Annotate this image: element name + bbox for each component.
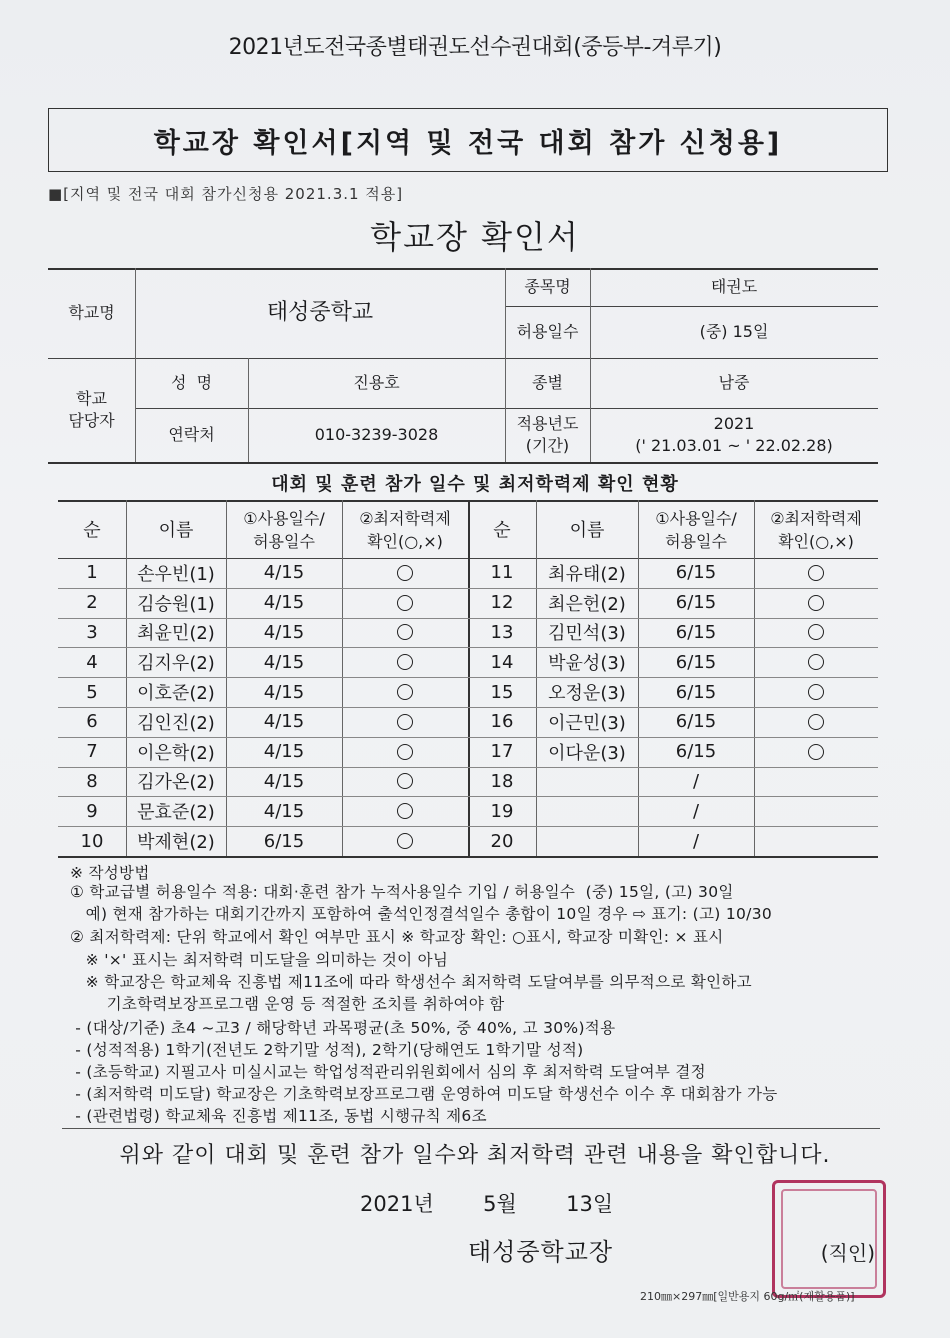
min-academic-check [754,767,878,797]
used-days: 6/15 [675,681,717,703]
date-day: 13일 [566,1192,614,1216]
official-seal [772,1180,886,1298]
student-name [536,826,638,856]
section-title: 대회 및 훈련 참가 일수 및 최저학력제 확인 현황 [271,474,679,495]
student-name: 오정운(3) [548,683,626,705]
row-number: 4 [86,651,98,673]
min-academic-check [342,707,468,737]
check-circle-icon [397,565,413,581]
table-row [58,588,878,618]
min-academic-check [754,707,878,737]
check-circle-icon [808,654,824,670]
check-circle-icon [808,744,824,760]
school-value: 태성중학교 [266,300,374,326]
row-number: 11 [490,562,514,584]
instruction-line: ※ 학교장은 학교체육 진흥법 제11조에 따라 학생선수 최저학력 도달여부를 의무적으로 확인하고 [70,973,752,991]
table-row [58,618,878,648]
instruction-line: - (초등학교) 지필고사 미실시교는 학업성적관리위원회에서 심의 후 최저학력 도달여부 결정 [70,1063,706,1081]
apply-year-value: 2021 [713,414,755,434]
student-name: 손우빈(1) [137,563,215,585]
min-academic-check [342,618,468,648]
name-label: 성 명 [170,373,213,393]
instruction-line: ① 학교급별 허용일수 적용: 대회·훈련 참가 누적사용일수 기입 / 허용일수 (중) 15일, (고) 30일 [70,883,734,901]
header-name-right: 이름 [569,520,605,541]
table-row [58,767,878,797]
instruction-line: ※ 작성방법 [70,864,150,882]
student-name: 최유태(2) [548,563,626,585]
used-days: 6/15 [675,621,717,643]
row-number: 20 [490,830,514,852]
apply-year-cell [590,408,878,462]
used-days: 4/15 [263,711,305,733]
table-row [58,677,878,707]
min-academic-check [754,588,878,618]
student-name [536,767,638,797]
row-number: 15 [490,681,514,703]
allowed-days-label: 허용일수 [516,322,579,342]
apply-period-value: (' 21.03.01 ~ ' 22.02.28) [635,436,833,455]
used-days: 4/15 [263,681,305,703]
date-month: 5월 [483,1192,517,1216]
student-name: 김가온(2) [137,772,215,794]
student-name: 박윤성(3) [548,653,626,675]
check-circle-icon [808,684,824,700]
used-days: 4/15 [263,800,305,822]
min-academic-check [342,647,468,677]
check-circle-icon [808,595,824,611]
instruction-line: 기초학력보장프로그램 운영 등 적절한 조치를 취하여야 함 [70,995,505,1013]
instruction-line: - (최저학력 미도달) 학교장은 기초학력보장프로그램 운영하여 미도달 학생선수 이수 후 대회참가 가능 [70,1085,778,1103]
student-name: 김민석(3) [548,623,626,645]
row-number: 17 [490,741,514,763]
row-number: 7 [86,741,98,763]
header-no-right: 순 [493,520,511,541]
instruction-line: ※ '×' 표시는 최저학력 미도달을 의미하는 것이 아님 [70,951,449,969]
header-days: ①사용일수/ 허용일수 [243,509,325,551]
used-days: 6/15 [675,741,717,763]
student-name: 이근민(3) [548,712,626,734]
used-days: 4/15 [263,651,305,673]
used-days: 6/15 [675,592,717,614]
confirmation-text: 위와 같이 대회 및 훈련 참가 일수와 최저학력 관련 내용을 확인합니다. [119,1143,831,1168]
student-name: 이다운(3) [548,742,626,764]
used-days: 6/15 [675,711,717,733]
contact-label: 연락처 [168,425,215,445]
seal-label: (직인) [820,1241,875,1265]
student-name: 김인진(2) [137,712,215,734]
header-check: ②최저학력제 확인(○,×) [359,509,451,551]
min-academic-check [342,737,468,767]
instruction-line: - (관련법령) 학교체육 진흥법 제11조, 동법 시행규칙 제6조 [70,1107,487,1125]
min-academic-check [754,826,878,856]
sport-value: 태권도 [710,277,758,297]
signature-date [360,1188,613,1218]
table-row [58,737,878,767]
check-circle-icon [397,833,413,849]
row-number: 12 [490,592,514,614]
min-academic-check [754,677,878,707]
check-circle-icon [808,714,824,730]
row-number: 2 [86,592,98,614]
row-number: 8 [86,770,98,792]
table-row [58,558,878,588]
student-name: 문효준(2) [137,802,215,824]
row-number: 5 [86,681,98,703]
header-no: 순 [83,520,101,541]
check-circle-icon [808,624,824,640]
document-title: 학교장 확인서 [370,218,580,256]
student-name: 최은헌(2) [548,593,626,615]
used-days: / [692,830,700,852]
row-number: 3 [86,621,98,643]
instruction-line: 예) 현재 참가하는 대회기간까지 포함하여 출석인정결석일수 총합이 10일 경우 ⇨ 표기: (고) 10/30 [70,905,773,923]
used-days: 4/15 [263,562,305,584]
student-name: 이은학(2) [137,742,215,764]
form-note: ■[지역 및 전국 대회 참가신청용 2021.3.1 적용] [48,185,404,203]
instruction-line: - (대상/기준) 초4 ~고3 / 해당학년 과목평균(초 50%, 중 40%, 고 30%)적용 [70,1019,616,1037]
table-row [58,826,878,856]
table-header-row [58,500,878,558]
check-circle-icon [397,595,413,611]
row-number: 18 [490,770,514,792]
check-circle-icon [808,565,824,581]
apply-year-label: 적용년도 (기간) [516,414,579,455]
check-circle-icon [397,624,413,640]
name-value: 진용호 [353,373,400,393]
school-label: 학교명 [68,303,115,323]
manager-label: 학교 담당자 [68,389,115,430]
used-days: 6/15 [675,651,717,673]
student-name: 박제현(2) [137,832,215,854]
table-row [58,647,878,677]
student-name: 이호준(2) [137,683,215,705]
min-academic-check [754,558,878,588]
min-academic-check [754,647,878,677]
row-number: 9 [86,800,98,822]
min-academic-check [342,826,468,856]
min-academic-check [754,796,878,826]
sport-label: 종목명 [524,277,571,297]
header-check-right: ②최저학력제 확인(○,×) [770,509,862,551]
header-name: 이름 [158,520,194,541]
check-circle-icon [397,803,413,819]
category-value: 남중 [718,373,750,393]
check-circle-icon [397,654,413,670]
min-academic-check [754,618,878,648]
used-days: 4/15 [263,592,305,614]
allowed-days-value: (중) 15일 [699,322,769,342]
row-number: 10 [80,830,104,852]
used-days: 4/15 [263,770,305,792]
student-name [536,796,638,826]
student-name: 최윤민(2) [137,623,215,645]
table-row [58,796,878,826]
boxed-form-title: 학교장 확인서[지역 및 전국 대회 참가 신청용] [48,108,888,172]
category-label: 종별 [532,373,563,393]
row-number: 14 [490,651,514,673]
used-days: / [692,770,700,792]
row-number: 19 [490,800,514,822]
min-academic-check [754,737,878,767]
used-days: 4/15 [263,741,305,763]
used-days: 6/15 [675,562,717,584]
row-number: 16 [490,711,514,733]
principal-name: 태성중학교장 [468,1238,614,1266]
check-circle-icon [397,744,413,760]
check-circle-icon [397,773,413,789]
used-days: 6/15 [263,830,305,852]
student-name: 김승원(1) [137,593,215,615]
row-number: 1 [86,562,98,584]
student-name: 김지우(2) [137,653,215,675]
check-circle-icon [397,684,413,700]
instruction-line: ② 최저학력제: 단위 학교에서 확인 여부만 표시 ※ 학교장 확인: ○표시, 학교장 미확인: × 표시 [70,928,724,946]
row-number: 6 [86,711,98,733]
min-academic-check [342,558,468,588]
min-academic-check [342,796,468,826]
min-academic-check [342,767,468,797]
contact-value: 010-3239-3028 [314,425,439,445]
header-days-right: ①사용일수/ 허용일수 [655,509,737,551]
date-year: 2021년 [360,1192,434,1216]
table-row [58,707,878,737]
instruction-line: - (성적적용) 1학기(전년도 2학기말 성적), 2학기(당해연도 1학기말 성적) [70,1041,584,1059]
check-circle-icon [397,714,413,730]
competition-title: 2021년도전국종별태권도선수권대회(중등부-겨루기) [228,35,722,60]
min-academic-check [342,677,468,707]
used-days: / [692,800,700,822]
row-number: 13 [490,621,514,643]
used-days: 4/15 [263,621,305,643]
min-academic-check [342,588,468,618]
paper-spec: 210㎜×297㎜[일반용지 60g/㎡(재활용품)] [640,1290,855,1303]
